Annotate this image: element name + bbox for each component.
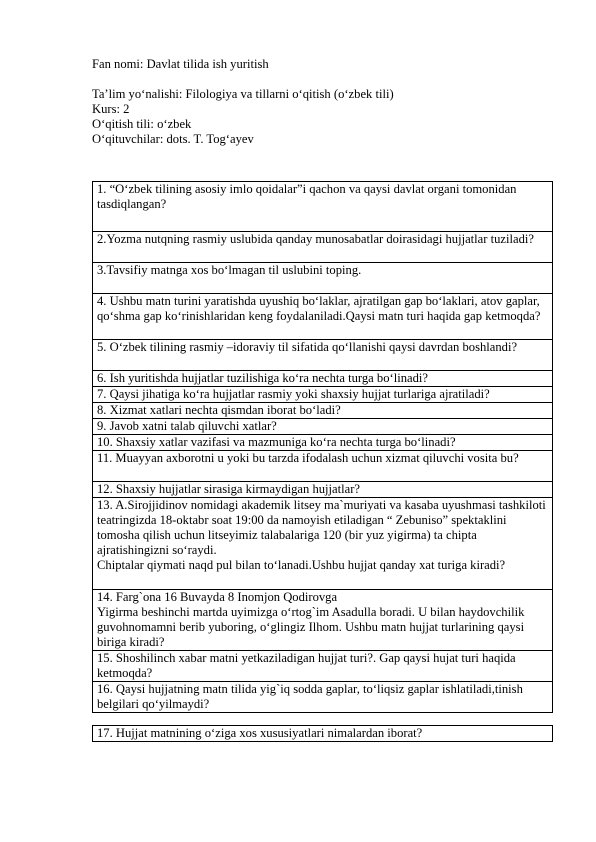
question-text: 10. Shaxsiy xatlar vazifasi va mazmuniga ko‘ra nechta turga bo‘linadi?: [97, 435, 456, 449]
question-text: 17. Hujjat matnining o‘ziga xos xususiyatlari nimalardan iborat?: [97, 726, 423, 740]
table-row: [93, 340, 553, 371]
questions-table: [92, 181, 553, 742]
question-text: 12. Shaxsiy hujjatlar sirasiga kirmaydigan hujjatlar?: [97, 482, 361, 496]
document-header: [92, 57, 562, 147]
question-text: 6. Ish yuritishda hujjatlar tuzilishiga ko‘ra nechta turga bo‘linadi?: [97, 371, 428, 385]
table-row: [93, 682, 553, 713]
question-text: 1. “O‘zbek tilining asosiy imlo qoidalar”i qachon va qaysi davlat organi tomonidan tasdiqlangan?: [97, 182, 517, 211]
question-text: 3.Tavsifiy matnga xos bo‘lmagan til uslubini toping.: [97, 263, 362, 277]
question-cell: [93, 651, 553, 682]
question-cell: [93, 590, 553, 651]
table-row: [93, 371, 553, 387]
table-row: [93, 403, 553, 419]
question-cell: [93, 482, 553, 498]
table-row: [93, 419, 553, 435]
question-cell: [93, 232, 553, 263]
table-row: [93, 263, 553, 294]
question-text: 7. Qaysi jihatiga ko‘ra hujjatlar rasmiy yoki shaxsiy hujjat turlariga ajratiladi?: [97, 387, 490, 401]
table-row: [93, 294, 553, 340]
table-row: [93, 482, 553, 498]
question-cell: [93, 419, 553, 435]
question-cell: [93, 340, 553, 371]
question-cell: [93, 682, 553, 713]
question-text: 15. Shoshilinch xabar matni yetkaziladigan hujjat turi?. Gap qaysi hujat turi haqida ketmoqda?: [97, 651, 516, 680]
table-row: [93, 232, 553, 263]
question-text: 14. Farg`ona 16 Buvayda 8 Inomjon Qodirovga Yigirma beshinchi martda uyimizga o‘rtog`im Asadulla boradi. U bilan haydovchilik guvohnomamni berib yuboring, o‘glingiz Ilhom. Ushbu matn hujjat turlarining qaysi biriga kiradi?: [97, 590, 525, 649]
spacer-row: [93, 713, 553, 726]
question-text: 4. Ushbu matn turini yaratishda uyushiq bo‘laklar, ajratilgan gap bo‘laklari, atov gaplar, qo‘shma gap ko‘rinishlaridan keng foydalaniladi.Qaysi matn turi haqida gap ketmoqda?: [97, 294, 541, 323]
question-text: 11. Muayyan axborotni u yoki bu tarzda ifodalash uchun xizmat qiluvchi vosita bu?: [97, 451, 519, 465]
education-direction: Ta’lim yo‘nalishi: Filologiya va tillarni o‘qitish (o‘zbek tili): [92, 87, 394, 101]
teaching-language: O‘qitish tili: o‘zbek: [92, 117, 192, 131]
question-text: 13. A.Sirojjidinov nomidagi akademik litsey ma`muriyati va kasaba uyushmasi tashkiloti teatringizda 18-oktabr soat 19:00 da namoyish etiladigan “ Zebuniso” spektaklini tomosha qilish uchun litseyimiz talabalariga 120 (bir yuz yigirma) ta chipta ajratishingizni so‘raydi. Chiptalar qiymati naqd pul bilan to‘lanadi.Ushbu hujjat qanday xat turiga kiradi?: [97, 498, 546, 572]
table-row: [93, 651, 553, 682]
question-cell: [93, 451, 553, 482]
question-cell: [93, 726, 553, 742]
subject-name: Fan nomi: Davlat tilida ish yuritish: [92, 57, 269, 71]
table-row: [93, 726, 553, 742]
table-row: [93, 590, 553, 651]
question-text: 16. Qaysi hujjatning matn tilida yig`iq sodda gaplar, to‘liqsiz gaplar ishlatiladi,tinish belgilari qo‘yilmaydi?: [97, 682, 523, 711]
question-cell: [93, 294, 553, 340]
question-text: 5. O‘zbek tilining rasmiy –idoraviy til sifatida qo‘llanishi qaysi davrdan boshlandi?: [97, 340, 518, 354]
question-cell: [93, 403, 553, 419]
question-text: 2.Yozma nutqning rasmiy uslubida qanday munosabatlar doirasidagi hujjatlar tuziladi?: [97, 232, 534, 246]
question-cell: [93, 387, 553, 403]
table-row: [93, 498, 553, 590]
table-row: [93, 451, 553, 482]
question-cell: [93, 498, 553, 590]
question-cell: [93, 435, 553, 451]
spacer-cell: [93, 713, 553, 726]
question-text: 9. Javob xatni talab qiluvchi xatlar?: [97, 419, 277, 433]
question-cell: [93, 263, 553, 294]
table-row: [93, 182, 553, 232]
question-cell: [93, 182, 553, 232]
question-cell: [93, 371, 553, 387]
table-row: [93, 387, 553, 403]
teachers: O‘qituvchilar: dots. T. Tog‘ayev: [92, 132, 254, 146]
course: Kurs: 2: [92, 102, 130, 116]
question-text: 8. Xizmat xatlari nechta qismdan iborat bo‘ladi?: [97, 403, 341, 417]
table-row: [93, 435, 553, 451]
